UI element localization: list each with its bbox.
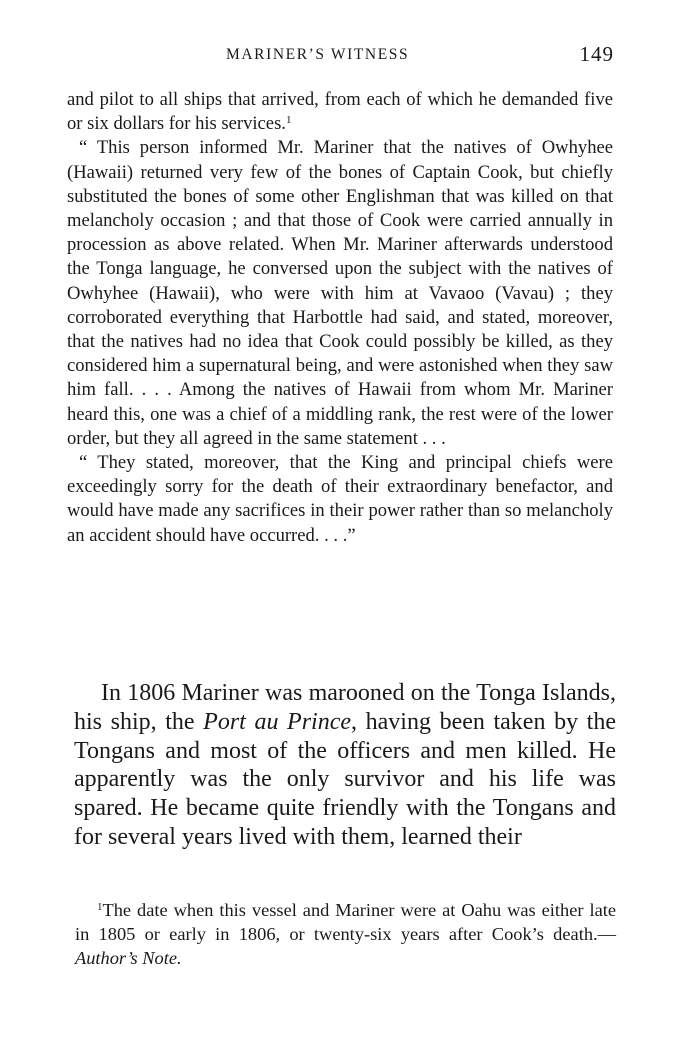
extract-paragraph: [67, 88, 613, 136]
footnote-paragraph: [75, 898, 616, 970]
quoted-extract: [67, 88, 613, 548]
extract-paragraph: “ This person informed Mr. Mariner that the natives of Owhyhee (Hawaii) returned very few of the bones of Captain Cook, but chiefly substituted the bones of some other Englishman that was killed on that melancholy occasion ; and that those of Cook were carried annually in procession as above related. When Mr. Mariner afterwards understood the Tonga language, he conversed upon the subject with the natives of Owhyhee (Hawaii), who were with him at Vavaoo (Vavau) ; they corroborated everything that Harbottle had said, and stated, moreover, that the natives had no idea that Cook could possibly be killed, as they considered him a supernatural being, and were astonished when they saw him fall. . . . Among the natives of Hawaii from whom Mr. Mariner heard this, one was a chief of a middling rank, the rest were of the lower order, but they all agreed in the same statement . . .: [67, 137, 613, 449]
body-text-run: , having been taken by the Tongans and most of the officers and men killed. He apparently was the only survivor and his life was spared. He became quite friendly with the Tongans and for several years lived with them, learned their: [74, 708, 616, 850]
extract-paragraph: “ They stated, moreover, that the King and principal chiefs were exceedingly sorry for the death of their extraordinary benefactor, and would have made any sacrifices in their power rather than so melancholy an accident should have occurred. . . .”: [67, 452, 613, 546]
body-paragraph: [74, 679, 616, 852]
running-head: [66, 44, 614, 68]
footnote-mark: 1: [97, 901, 103, 913]
footnote-text: The date when this vessel and Mariner were at Oahu was either late in 1805 or early in 1806, or twenty-six years after Cook’s death.—: [75, 900, 616, 944]
extract-paragraph-text: and pilot to all ships that arrived, from each of which he demanded five or six dollars for his services.: [67, 89, 613, 135]
page-number: 149: [579, 42, 614, 66]
body-text: [74, 679, 616, 852]
footnote: [75, 898, 616, 970]
ship-name: Port au Prince: [203, 708, 352, 735]
footnote-attribution: Author’s Note.: [75, 948, 182, 968]
body-text-run: In 1806 Mariner was marooned on the Tonga Islands, his ship, the: [74, 680, 616, 735]
running-title: MARINER’S WITNESS: [226, 46, 410, 63]
footnote-reference: 1: [285, 114, 292, 127]
